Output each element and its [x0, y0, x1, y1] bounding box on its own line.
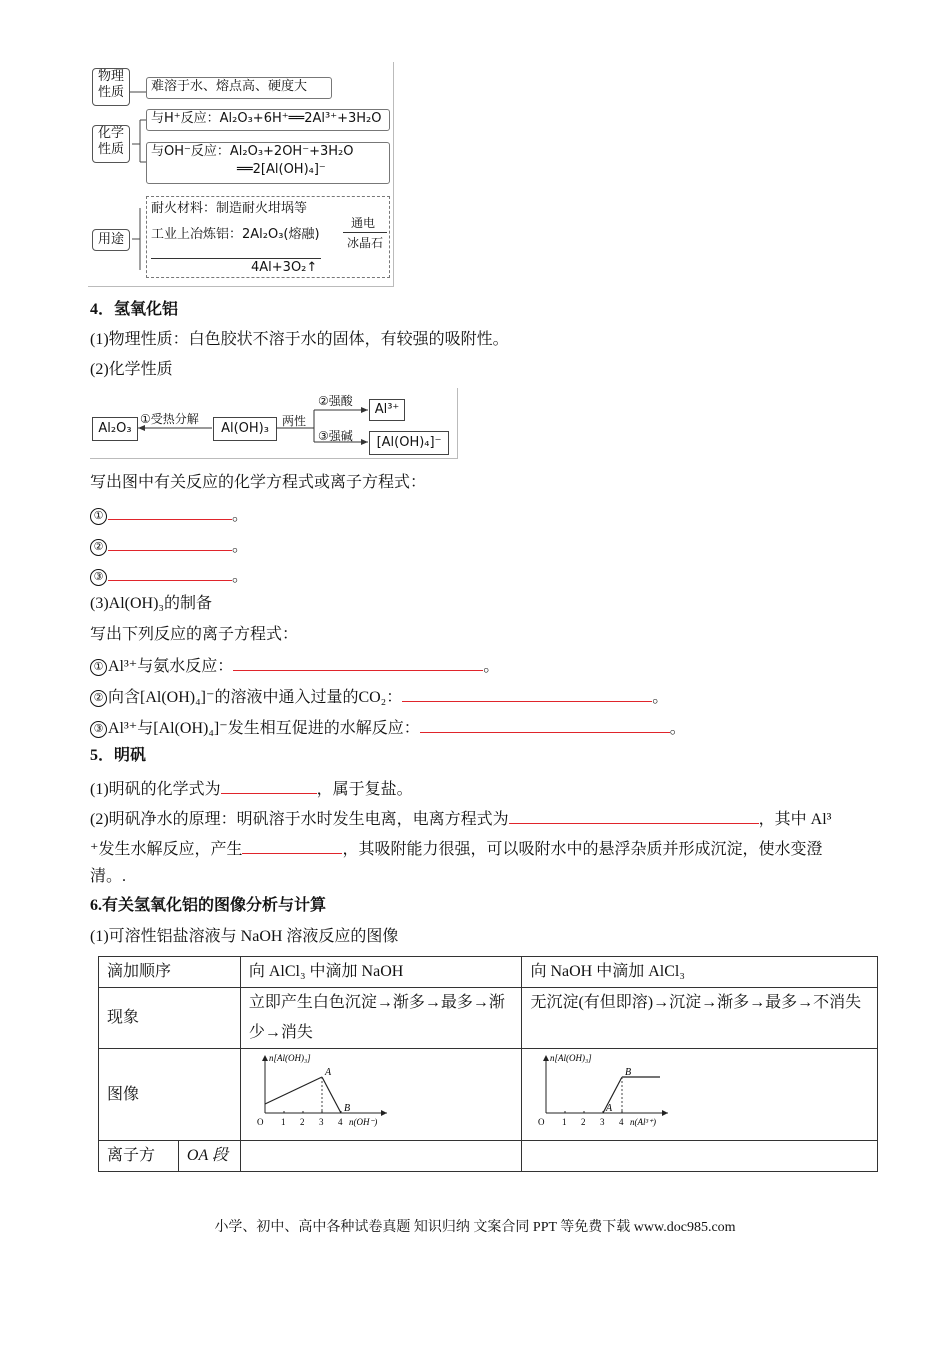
mark-3: ③ — [90, 569, 107, 586]
aloh4-box: [Al(OH)₄]⁻ — [369, 431, 449, 455]
use-line3: 4Al+3O₂↑ — [151, 258, 321, 277]
prep-q3-text: Al³⁺与[Al(OH)₄]⁻发生相互促进的水解反应： — [108, 720, 420, 737]
section5-p2 — [90, 807, 831, 830]
section5-p3 — [90, 837, 822, 860]
mark-1: ① — [90, 508, 107, 525]
use-line2: 工业上冶炼铝：2Al₂O₃(熔融) — [151, 227, 320, 242]
y-axis-label: n[Al(OH)₃] — [550, 1053, 593, 1063]
base-reaction — [146, 142, 390, 184]
table-cell: 向 AlCl₃ 中滴加 NaOH — [240, 957, 522, 988]
x-axis-arrow — [662, 1110, 668, 1116]
answer-blank-1[interactable] — [108, 503, 232, 520]
point-label: A — [324, 1067, 331, 1078]
y-axis-arrow — [543, 1055, 549, 1061]
blank-q3 — [90, 564, 248, 587]
answer-blank-prep3[interactable] — [420, 716, 670, 733]
section5-p2b: ，其中 Al³ — [758, 811, 832, 828]
acid-reaction: 与H⁺反应：Al₂O₃+6H⁺══2Al³⁺+3H₂O — [146, 109, 390, 131]
physical-label: 物理 性质 — [92, 68, 130, 106]
chart-cell-1 — [240, 1049, 522, 1141]
aloh3-box: Al(OH)₃ — [213, 417, 277, 441]
mark-3: ③ — [90, 721, 107, 738]
section5-p3a: ⁺发生水解反应，产生 — [90, 841, 243, 858]
period: 。 — [232, 507, 249, 524]
x-axis-label: n(OH⁻) — [348, 1117, 378, 1127]
point-label: B — [625, 1067, 632, 1078]
section5-p1a: (1)明矾的化学式为 — [90, 781, 221, 798]
mark-2: ② — [90, 539, 107, 556]
table-cell: 现象 — [99, 988, 241, 1049]
mark-2: ② — [90, 690, 107, 707]
chemical-label: 化学 性质 — [92, 125, 130, 163]
period: 。 — [669, 720, 686, 737]
section6-title: 6.有关氢氧化铝的图像分析与计算 — [90, 897, 327, 914]
answer-blank-2[interactable] — [108, 534, 232, 551]
table-cell: 无沉淀(有但即溶)→沉淀→渐多→最多→不消失 — [522, 988, 878, 1049]
answer-blank-prep2[interactable] — [402, 685, 652, 702]
physical-text: 难溶于水、熔点高、硬度大 — [146, 77, 332, 99]
use-label: 用途 — [92, 229, 130, 251]
x-tick-label: 1 — [562, 1117, 567, 1127]
prep-q2 — [90, 685, 668, 708]
x-tick-label: 3 — [318, 1117, 324, 1127]
x-tick-label: 2 — [299, 1117, 305, 1127]
write-instruction: 写出图中有关反应的化学方程式或离子方程式： — [90, 474, 427, 491]
use-line1: 耐火材料：制造耐火坩埚等 — [151, 201, 308, 216]
answer-blank-3[interactable] — [108, 564, 232, 581]
table-cell — [240, 1141, 522, 1172]
answer-blank-alum-formula[interactable] — [221, 777, 317, 794]
table-row — [99, 1141, 878, 1172]
prep-q1-text: Al³⁺与氨水反应： — [108, 658, 234, 675]
blank-q2 — [90, 534, 248, 557]
table-row — [99, 957, 878, 988]
comparison-table — [98, 956, 878, 1172]
x-tick-label: O — [256, 1117, 264, 1127]
use-box — [146, 196, 390, 278]
section5-p4: 清。. — [90, 868, 127, 885]
section6-p1: (1)可溶性铝盐溶液与 NaOH 溶液反应的图像 — [90, 928, 399, 945]
period: 。 — [232, 538, 249, 555]
al2o3-box: Al₂O₃ — [92, 417, 138, 441]
x-tick-label: O — [538, 1117, 545, 1127]
x-tick-label: 4 — [337, 1117, 343, 1127]
table-cell: 图像 — [99, 1049, 241, 1141]
table-cell — [522, 1141, 878, 1172]
x-axis-arrow — [381, 1110, 387, 1116]
x-tick-label: 4 — [619, 1117, 624, 1127]
use-cond-top: 通电 — [351, 216, 376, 230]
x-tick-label: 2 — [581, 1117, 586, 1127]
arrow1-label: ①受热分解 — [140, 412, 199, 426]
section4-p2: (2)化学性质 — [90, 361, 173, 378]
base-reaction-line2: ══2[Al(OH)₄]⁻ — [237, 162, 326, 177]
section5-title: 5．明矾 — [90, 747, 147, 764]
base-label: ③强碱 — [318, 429, 353, 443]
point-label: B — [343, 1103, 350, 1114]
al3-box: Al³⁺ — [369, 399, 405, 421]
amphoteric-label: 两性 — [282, 414, 307, 428]
answer-blank-ionization[interactable] — [509, 807, 759, 824]
table-cell: OA 段 — [178, 1141, 240, 1172]
x-tick-label: 1 — [280, 1117, 286, 1127]
prep-q1 — [90, 654, 499, 677]
series-line — [265, 1077, 322, 1104]
x-tick-label: 3 — [600, 1117, 605, 1127]
answer-blank-prep1[interactable] — [233, 654, 483, 671]
section5-p2a: (2)明矾净水的原理：明矾溶于水时发生电离，电离方程式为 — [90, 811, 509, 828]
answer-blank-product[interactable] — [242, 837, 342, 854]
prep-q2-text: 向含[Al(OH)₄]⁻的溶液中通入过量的CO₂： — [108, 689, 403, 706]
section4-p1: (1)物理性质：白色胶状不溶于水的固体，有较强的吸附性。 — [90, 331, 509, 348]
section4-title: 4．氢氧化铝 — [90, 301, 179, 318]
series-line — [322, 1077, 341, 1113]
footer: 小学、初中、高中各种试卷真题 知识归纳 文案合同 PPT 等免费下载 www.doc985.com — [214, 1220, 736, 1235]
x-axis-label: n(Al³⁺) — [630, 1117, 657, 1127]
table-cell: 向 NaOH 中滴加 AlCl₃ — [522, 957, 878, 988]
y-axis-label: n[Al(OH)₃] — [268, 1053, 311, 1063]
prep-title: (3)Al(OH)₃的制备 — [90, 595, 213, 612]
table-row — [99, 988, 878, 1049]
chart-aloh3-vs-al — [528, 1051, 678, 1139]
acid-label: ②强酸 — [318, 394, 353, 408]
table-cell: 立即产生白色沉淀→渐多→最多→渐少→消失 — [240, 988, 522, 1049]
section5-p1b: ，属于复盐。 — [316, 781, 413, 798]
prep-instruction: 写出下列反应的离子方程式： — [90, 626, 299, 643]
chart-cell-2 — [522, 1049, 878, 1141]
table-cell: 滴加顺序 — [99, 957, 241, 988]
y-axis-arrow — [262, 1055, 268, 1061]
point-label: A — [606, 1103, 613, 1114]
period: 。 — [232, 568, 249, 585]
mark-1: ① — [90, 659, 107, 676]
table-cell: 离子方 — [99, 1141, 179, 1172]
section5-p1 — [90, 777, 413, 800]
period: 。 — [483, 658, 500, 675]
period: 。 — [652, 689, 669, 706]
table-row — [99, 1049, 878, 1141]
blank-q1 — [90, 503, 248, 526]
section5-p3b: ，其吸附能力很强，可以吸附水中的悬浮杂质并形成沉淀，使水变澄 — [342, 841, 823, 858]
chart-aloh3-vs-oh — [247, 1051, 397, 1139]
use-cond-bottom: 冰晶石 — [347, 236, 384, 250]
base-reaction-line1: 与OH⁻反应：Al₂O₃+2OH⁻+3H₂O — [151, 144, 354, 159]
prep-q3 — [90, 716, 686, 739]
